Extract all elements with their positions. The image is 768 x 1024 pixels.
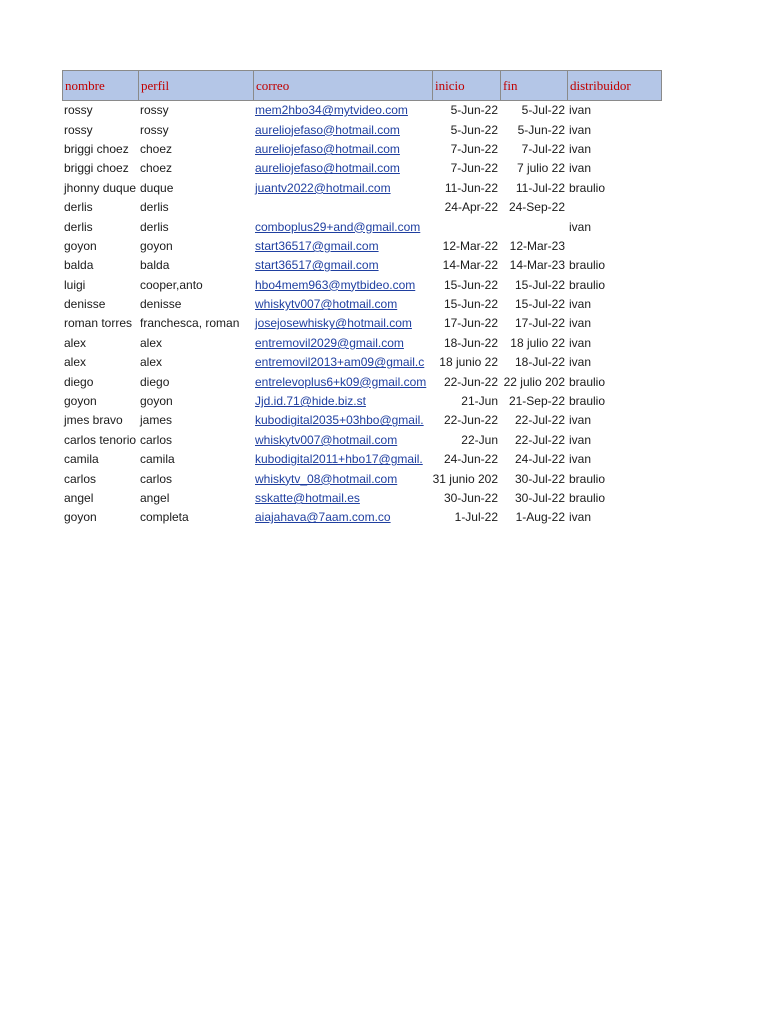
table-row: [62, 469, 662, 488]
cell-fin: 22-Jul-22: [514, 432, 565, 447]
email-link[interactable]: entrelevoplus6+k09@gmail.com: [255, 374, 427, 389]
cell-inicio: 11-Jun-22: [444, 180, 498, 195]
table-row: [62, 120, 662, 139]
email-link[interactable]: aiajahava@7aam.com.co: [255, 510, 391, 525]
cell-distribuidor: ivan: [569, 452, 592, 467]
header-row: [62, 70, 662, 101]
table-row: [62, 140, 662, 159]
table-row: [62, 179, 662, 198]
header-distribuidor: distribuidor: [570, 77, 631, 93]
cell-nombre: angel: [64, 491, 94, 505]
cell-inicio: 7-Jun-22: [450, 141, 498, 156]
cell-inicio: 15-Jun-22: [443, 297, 498, 312]
cell-perfil: denisse: [140, 297, 182, 312]
cell-inicio: 15-Jun-22: [443, 277, 498, 292]
cell-perfil: cooper,anto: [140, 277, 203, 292]
cell-nombre: alex: [64, 335, 87, 350]
header-fin: fin: [501, 71, 568, 100]
cell-distribuidor: braulio: [569, 471, 606, 486]
table-row: [62, 372, 662, 391]
cell-distribuidor: ivan: [569, 316, 592, 331]
table-row: [62, 295, 662, 314]
cell-fin: 11-Jul-22: [515, 180, 565, 195]
cell-perfil: goyon: [140, 238, 173, 253]
email-link[interactable]: aureliojefaso@hotmail.com: [255, 122, 400, 137]
cell-nombre: briggi choez: [64, 141, 129, 156]
cell-nombre: derlis: [64, 219, 93, 234]
cell-perfil: angel: [140, 491, 170, 505]
table-row: [62, 159, 662, 178]
cell-fin: 5-Jul-22: [521, 103, 565, 118]
cell-inicio: 22-Jun: [461, 432, 498, 447]
cell-inicio: 21-Jun: [461, 394, 498, 409]
table-row: [62, 334, 662, 353]
table-row: [62, 508, 662, 527]
cell-inicio: 22-Jun-22: [443, 374, 498, 389]
cell-distribuidor: braulio: [569, 277, 606, 292]
cell-fin: 14-Mar-23: [509, 258, 565, 273]
cell-nombre: briggi choez: [64, 161, 129, 176]
table-row: [62, 237, 662, 256]
cell-nombre: diego: [64, 374, 94, 389]
header-nombre: nombre: [63, 71, 139, 100]
cell-distribuidor: braulio: [569, 374, 606, 389]
cell-distribuidor: ivan: [569, 432, 592, 447]
cell-nombre: goyon: [64, 238, 97, 253]
spreadsheet-table: [62, 70, 662, 528]
cell-fin: 30-Jul-22: [514, 491, 565, 505]
cell-nombre: alex: [64, 355, 87, 370]
cell-fin: 22 julio 202: [503, 374, 565, 389]
cell-distribuidor: ivan: [569, 161, 592, 176]
cell-nombre: jhonny duque: [64, 180, 137, 195]
email-link[interactable]: aureliojefaso@hotmail.com: [255, 141, 400, 156]
cell-inicio: 17-Jun-22: [443, 316, 498, 331]
cell-distribuidor: ivan: [569, 219, 592, 234]
table-row: [62, 256, 662, 275]
email-link[interactable]: start36517@gmail.com: [255, 258, 379, 273]
cell-fin: 12-Mar-23: [509, 238, 565, 253]
email-link[interactable]: sskatte@hotmail.es: [255, 491, 360, 505]
table-row: [62, 314, 662, 333]
header-inicio: inicio: [433, 71, 501, 100]
cell-inicio: 18-Jun-22: [443, 335, 498, 350]
table-row: [62, 198, 662, 217]
table-body: [62, 101, 662, 528]
cell-inicio: 22-Jun-22: [443, 413, 498, 428]
email-link[interactable]: whiskytv_08@hotmail.com: [255, 471, 398, 486]
cell-distribuidor: braulio: [569, 258, 606, 273]
email-link[interactable]: start36517@gmail.com: [255, 238, 379, 253]
table-row: [62, 431, 662, 450]
table-row: [62, 411, 662, 430]
cell-perfil: franchesca, roman: [140, 316, 240, 331]
cell-fin: 7-Jul-22: [521, 141, 565, 156]
cell-distribuidor: ivan: [569, 122, 592, 137]
cell-perfil: completa: [140, 510, 189, 525]
cell-perfil: james: [140, 413, 173, 428]
cell-nombre: goyon: [64, 510, 97, 525]
cell-perfil: alex: [140, 335, 163, 350]
cell-perfil: choez: [140, 141, 173, 156]
cell-perfil: duque: [140, 180, 174, 195]
email-link[interactable]: whiskytv007@hotmail.com: [255, 432, 398, 447]
cell-perfil: balda: [140, 258, 170, 273]
table-row: [62, 217, 662, 236]
cell-inicio: 12-Mar-22: [442, 238, 498, 253]
cell-fin: 30-Jul-22: [514, 471, 565, 486]
cell-fin: 18-Jul-22: [514, 355, 565, 370]
cell-nombre: luigi: [64, 277, 86, 292]
cell-nombre: rossy: [64, 103, 93, 118]
cell-distribuidor: ivan: [569, 335, 592, 350]
cell-perfil: choez: [140, 161, 173, 176]
cell-fin: 24-Jul-22: [514, 452, 565, 467]
cell-fin: 15-Jul-22: [514, 297, 565, 312]
cell-nombre: carlos: [64, 471, 97, 486]
cell-distribuidor: ivan: [569, 510, 592, 525]
email-link[interactable]: josejosewhisky@hotmail.com: [255, 316, 412, 331]
email-link[interactable]: entremovil2029@gmail.com: [255, 335, 404, 350]
cell-fin: 1-Aug-22: [515, 510, 565, 525]
email-link[interactable]: hbo4mem963@mytbideo.com: [255, 277, 416, 292]
cell-perfil: alex: [140, 355, 163, 370]
email-link[interactable]: entremovil2013+am09@gmail.c: [255, 355, 425, 370]
cell-fin: 17-Jul-22: [514, 316, 565, 331]
cell-inicio: 18 junio 22: [439, 355, 498, 370]
cell-nombre: camila: [64, 452, 99, 467]
cell-inicio: 31 junio 202: [432, 471, 498, 486]
cell-fin: 21-Sep-22: [508, 394, 565, 409]
email-link[interactable]: kubodigital2011+hbo17@gmail.: [255, 452, 423, 467]
cell-perfil: carlos: [140, 432, 173, 447]
email-link[interactable]: mem2hbo34@mytvideo.com: [255, 103, 408, 118]
cell-inicio: 7-Jun-22: [450, 161, 498, 176]
table-row: [62, 450, 662, 469]
cell-distribuidor: braulio: [569, 491, 606, 505]
cell-nombre: jmes bravo: [64, 413, 123, 428]
cell-nombre: roman torres: [64, 316, 133, 331]
header-correo: correo: [254, 71, 433, 100]
cell-fin: 15-Jul-22: [514, 277, 565, 292]
cell-nombre: rossy: [64, 122, 93, 137]
cell-perfil: goyon: [140, 394, 173, 409]
cell-fin: 5-Jun-22: [517, 122, 565, 137]
cell-perfil: diego: [140, 374, 170, 389]
cell-inicio: 30-Jun-22: [443, 491, 498, 505]
email-link[interactable]: kubodigital2035+03hbo@gmail.: [255, 413, 424, 428]
cell-fin: 18 julio 22: [510, 335, 565, 350]
cell-nombre: denisse: [64, 297, 106, 312]
email-link[interactable]: juantv2022@hotmail.com: [255, 180, 391, 195]
cell-nombre: derlis: [64, 200, 93, 215]
cell-perfil: camila: [140, 452, 175, 467]
cell-nombre: goyon: [64, 394, 97, 409]
email-link[interactable]: aureliojefaso@hotmail.com: [255, 161, 400, 176]
table-row: [62, 101, 662, 120]
email-link[interactable]: comboplus29+and@gmail.com: [255, 219, 421, 234]
cell-perfil: derlis: [140, 219, 169, 234]
email-link[interactable]: whiskytv007@hotmail.com: [255, 297, 398, 312]
table-row: [62, 489, 662, 508]
cell-perfil: derlis: [140, 200, 169, 215]
cell-nombre: carlos tenorio: [64, 432, 137, 447]
cell-inicio: 5-Jun-22: [450, 122, 498, 137]
cell-inicio: 24-Apr-22: [444, 200, 498, 215]
cell-fin: 22-Jul-22: [514, 413, 565, 428]
cell-perfil: rossy: [140, 103, 169, 118]
cell-inicio: 5-Jun-22: [450, 103, 498, 118]
table-row: [62, 276, 662, 295]
cell-nombre: balda: [64, 258, 94, 273]
cell-inicio: 14-Mar-22: [442, 258, 498, 273]
cell-distribuidor: ivan: [569, 297, 592, 312]
cell-fin: 24-Sep-22: [508, 200, 565, 215]
table-row: [62, 392, 662, 411]
cell-distribuidor: ivan: [569, 103, 592, 118]
cell-distribuidor: braulio: [569, 180, 606, 195]
cell-perfil: carlos: [140, 471, 173, 486]
cell-perfil: rossy: [140, 122, 169, 137]
email-link[interactable]: Jjd.id.71@hide.biz.st: [255, 394, 366, 409]
cell-inicio: 1-Jul-22: [454, 510, 498, 525]
cell-fin: 7 julio 22: [516, 161, 565, 176]
cell-inicio: 24-Jun-22: [443, 452, 498, 467]
cell-distribuidor: ivan: [569, 355, 592, 370]
table-row: [62, 353, 662, 372]
cell-distribuidor: braulio: [569, 394, 606, 409]
cell-distribuidor: ivan: [569, 413, 592, 428]
header-perfil: perfil: [139, 71, 254, 100]
cell-distribuidor: ivan: [569, 141, 592, 156]
